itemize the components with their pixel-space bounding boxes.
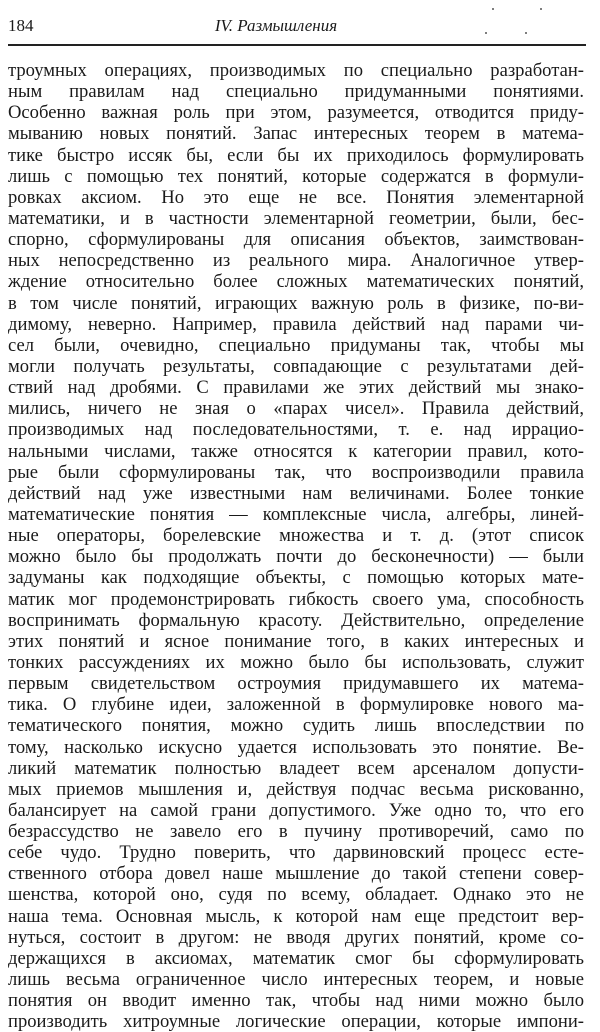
text-line: тике быстро иссяк бы, если бы их приходилось формулировать bbox=[8, 144, 584, 166]
scan-speck bbox=[540, 8, 542, 10]
text-line: понятия он вводит именно так, чтобы над ними можно было bbox=[8, 990, 584, 1012]
text-line: ных непосредственно из реального мира. Аналогичное утвер- bbox=[8, 250, 584, 272]
text-line: наша тема. Основная мысль, к которой нам еще предстоит вер- bbox=[8, 905, 584, 927]
text-line: ровках аксиом. Но это еще не все. Понятия элементарной bbox=[8, 186, 584, 208]
text-line: троумных операциях, производимых по специально разработан- bbox=[8, 60, 584, 81]
scan-speck bbox=[485, 32, 487, 34]
text-line: тому, насколько искусно удается использовать это понятие. Ве- bbox=[8, 736, 584, 758]
text-line: ждение относительно более сложных математических понятий, bbox=[8, 271, 584, 293]
text-line: ствий над дробями. С правилами же этих действий мы знако- bbox=[8, 377, 584, 399]
text-line: этих понятий и ясное понимание того, в каких интересных и bbox=[8, 630, 584, 652]
text-line: ликий математик полностью владеет всем арсеналом допусти- bbox=[8, 757, 584, 779]
text-line: ственного отбора довел наше мышление до такой степени совер- bbox=[8, 863, 584, 885]
text-line: задуманы как подходящие объекты, с помощью которых мате- bbox=[8, 567, 584, 589]
scan-speck bbox=[492, 8, 494, 10]
text-line: воспринимать формальную красоту. Действительно, определение bbox=[8, 609, 584, 631]
body-text bbox=[8, 60, 584, 1032]
header-rule bbox=[8, 44, 586, 46]
text-line: шенства, которой оно, судя по всему, обладает. Однако это не bbox=[8, 884, 584, 906]
running-title: IV. Размышления bbox=[214, 16, 338, 35]
text-line: производимых над последовательностями, т. е. над иррацио- bbox=[8, 419, 584, 441]
text-line: димому, неверно. Например, правила действий над парами чи- bbox=[8, 313, 584, 335]
text-line: матик мог продемонстрировать гибкость своего ума, способность bbox=[8, 588, 584, 610]
text-line: тонких рассуждениях их можно было бы использовать, служит bbox=[8, 651, 584, 673]
text-line: нуться, состоит в другом: не вводя других понятий, кроме со- bbox=[8, 926, 584, 948]
text-line: ным правилам над специально придуманными понятиями. bbox=[8, 81, 584, 103]
text-line: держащихся в аксиомах, математик смог бы сформулировать bbox=[8, 947, 584, 969]
text-line: безрассудство не завело его в пучину противоречий, само по bbox=[8, 821, 584, 843]
text-line: ные операторы, борелевские множества и т. д. (этот список bbox=[8, 525, 584, 547]
text-line: могли получать результаты, совпадающие с результатами дей- bbox=[8, 355, 584, 377]
text-line: мых приемов мышления и, действуя подчас весьма рискованно, bbox=[8, 778, 584, 800]
text-line: тика. О глубине идеи, заложенной в формулировке нового ма- bbox=[8, 694, 584, 716]
text-line: в том числе понятий, играющих важную роль в физике, по-ви- bbox=[8, 292, 584, 314]
scan-speck bbox=[525, 32, 527, 34]
text-line: нальными числами, также относятся к категории правил, кото- bbox=[8, 440, 584, 462]
page-header bbox=[8, 16, 584, 38]
text-line: сел были, очевидно, специально придуманы так, чтобы мы bbox=[8, 334, 584, 356]
text-line: действий над уже известными нам величинами. Более тонкие bbox=[8, 482, 584, 504]
text-line: тематического понятия, можно судить лишь впоследствии по bbox=[8, 715, 584, 737]
text-line: Особенно важная роль при этом, разумеется, отводится приду- bbox=[8, 102, 584, 124]
text-line: мыванию новых понятий. Запас интересных теорем в матема- bbox=[8, 123, 584, 145]
text-line: себе чудо. Трудно поверить, что дарвиновский процесс есте- bbox=[8, 842, 584, 864]
text-line: мились, ничего не зная о «парах чисел». Правила действий, bbox=[8, 398, 584, 420]
page-number: 184 bbox=[8, 16, 34, 35]
text-line: спорно, сформулированы для описания объектов, заимствован- bbox=[8, 229, 584, 251]
text-line: лишь весьма ограниченное число интересных теорем, и новые bbox=[8, 969, 584, 991]
text-line: рые были сформулированы так, что воспроизводили правила bbox=[8, 461, 584, 483]
text-line: математические понятия — комплексные числа, алгебры, линей- bbox=[8, 503, 584, 525]
text-line: можно было бы продолжать почти до бесконечности) — были bbox=[8, 546, 584, 568]
text-line: лишь с помощью тех понятий, которые содержатся в формули- bbox=[8, 165, 584, 187]
text-line: первым свидетельством остроумия придумавшего их матема- bbox=[8, 673, 584, 695]
text-line: математики, и в частности элементарной геометрии, были, бес- bbox=[8, 207, 584, 229]
text-line: балансирует на самой грани допустимого. Уже одно то, что его bbox=[8, 799, 584, 821]
text-line: производить хитроумные логические операции, которые импони- bbox=[8, 1011, 584, 1032]
